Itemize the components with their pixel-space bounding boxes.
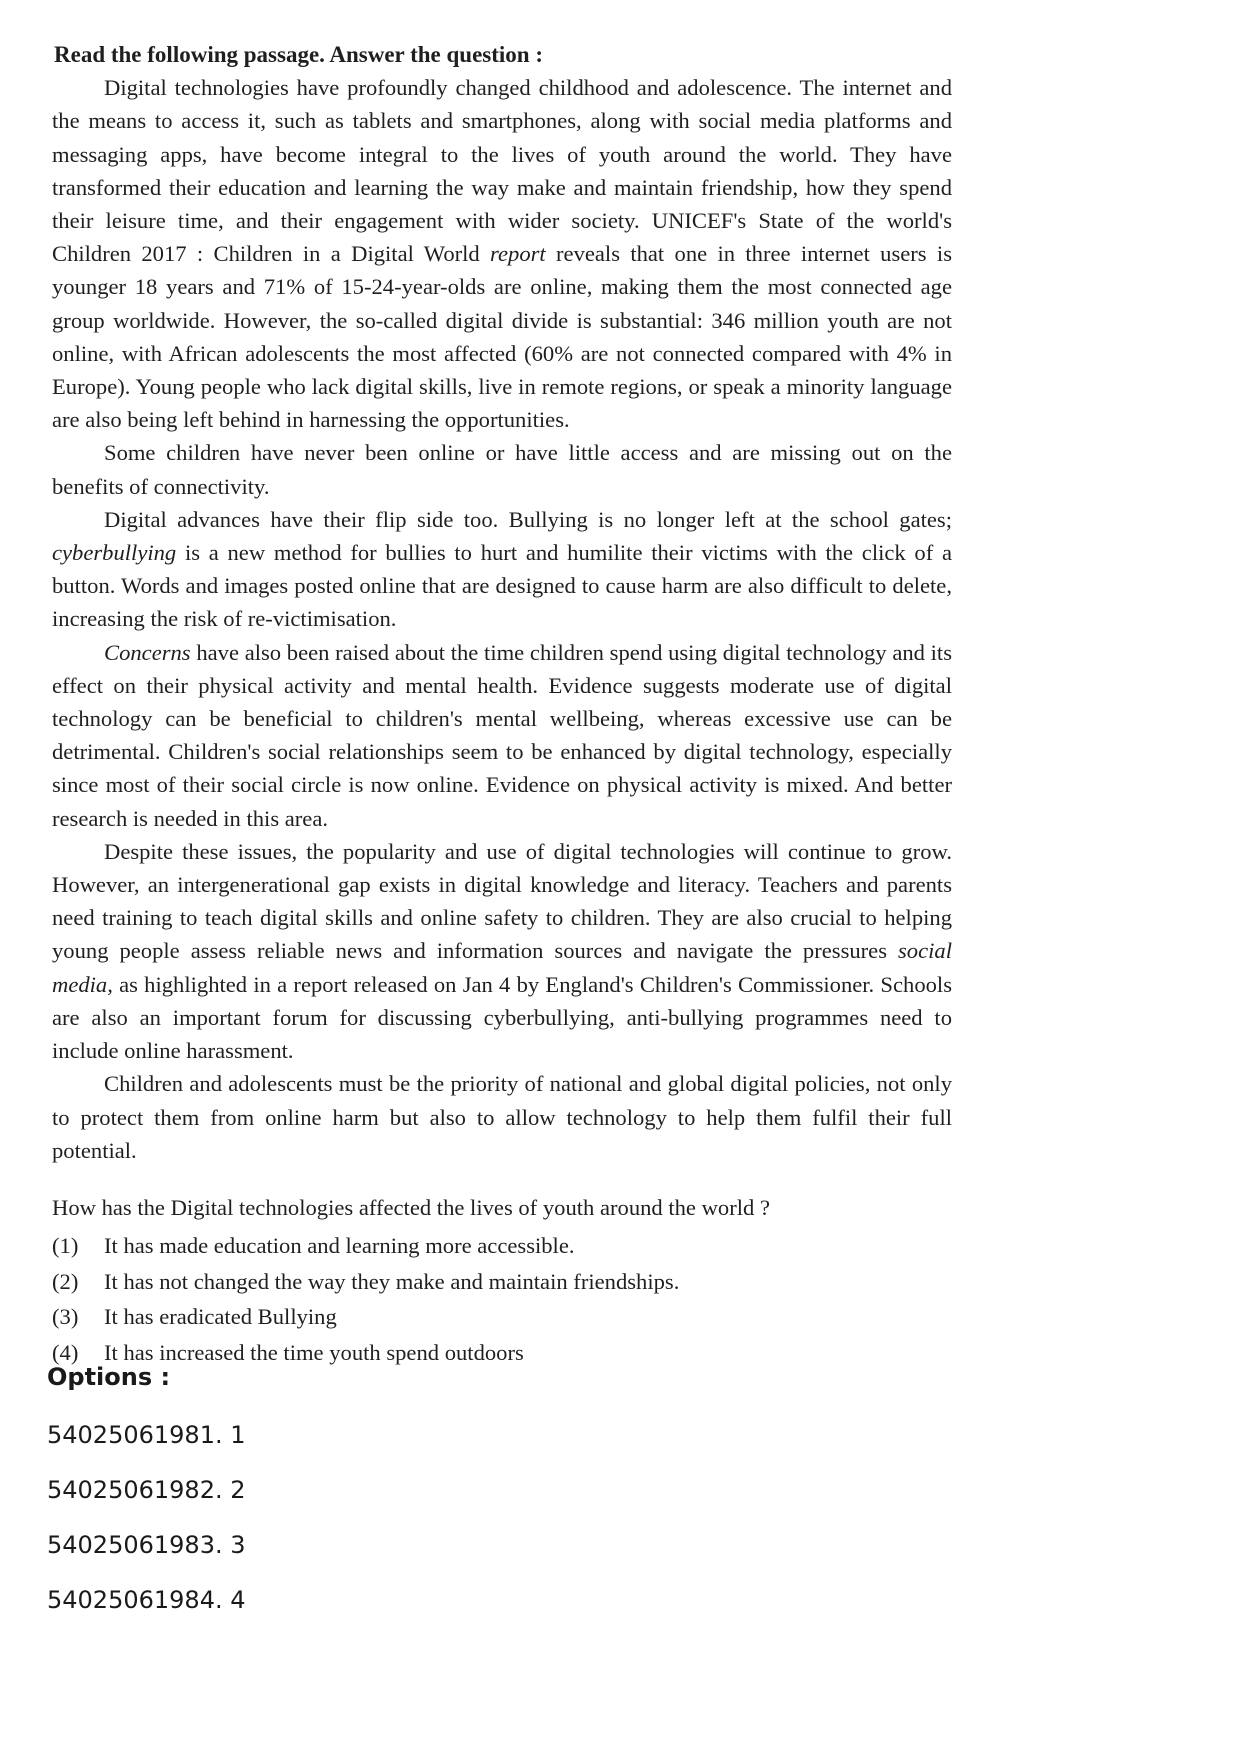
- choice-text: It has increased the time youth spend outdoors: [104, 1339, 524, 1365]
- choice-number: (3): [52, 1304, 79, 1330]
- paragraph-text: Digital advances have their flip side too. Bullying is no longer left at the school gates;: [104, 506, 952, 532]
- paragraph-text: reveals that one in three internet users is younger 18 years and 71% of 15-24-year-olds are online, making them the most connected age group worldwide. However, the so-called digital divide is substantial: 346 million youth are not online, with African adolescents the most affected (60% are not connected compared with 4% in Europe). Young people who lack digital skills, live in remote regions, or speak a minority language are also being left behind in harnessing the opportunities.: [52, 241, 952, 433]
- question-choice: [52, 1264, 952, 1300]
- paragraph-emphasis: report: [490, 241, 546, 267]
- answer-option-3[interactable]: 54025061983. 3: [47, 1531, 246, 1559]
- answer-option-2[interactable]: 54025061982. 2: [47, 1476, 246, 1504]
- choice-number: (2): [52, 1268, 79, 1294]
- passage-paragraph-3: [52, 503, 952, 636]
- passage-paragraph-4: [52, 636, 952, 835]
- answer-option-4[interactable]: 54025061984. 4: [47, 1586, 246, 1614]
- question-choice: [52, 1228, 952, 1264]
- paragraph-text: Despite these issues, the popularity and use of digital technologies will continue to grow. However, an intergenerational gap exists in digital knowledge and literacy. Teachers and parents need training to teach digital skills and online safety to children. They are also crucial to helping young people assess reliable news and information sources and navigate the pressures: [52, 838, 952, 964]
- choice-text: It has not changed the way they make and maintain friendships.: [104, 1268, 680, 1294]
- paragraph-text: Digital technologies have profoundly changed childhood and adolescence. The internet and the means to access it, such as tablets and smartphones, along with social media platforms and messaging apps, have become integral to the lives of youth around the world. They have transformed their education and learning the way make and maintain friendship, how they spend their leisure time, and their engagement with wider society. UNICEF's State of the world's Children 2017 : Children in a Digital World: [52, 75, 952, 267]
- passage-paragraph-5: [52, 835, 952, 1067]
- choice-text: It has made education and learning more accessible.: [104, 1233, 575, 1259]
- scanned-question-image: [52, 38, 952, 1370]
- question-choice: [52, 1299, 952, 1335]
- answer-option-1[interactable]: 54025061981. 1: [47, 1421, 246, 1449]
- paragraph-emphasis: Concerns: [104, 639, 191, 665]
- choice-number: (1): [52, 1233, 79, 1259]
- passage-paragraph-2: [52, 436, 952, 502]
- question-choices: [52, 1228, 952, 1370]
- question-block: [52, 1191, 952, 1370]
- passage-paragraph-6: [52, 1067, 952, 1167]
- question-text: How has the Digital technologies affected the lives of youth around the world ?: [52, 1194, 770, 1220]
- paragraph-text: is a new method for bullies to hurt and humilite their victims with the click of a button. Words and images posted online that are designed to cause harm are also difficult to delete, increasing the risk of re-victimisation.: [52, 540, 952, 632]
- paragraph-emphasis: social media,: [52, 938, 952, 997]
- paragraph-text: Children and adolescents must be the priority of national and global digital policies, not only to protect them from online harm but also to allow technology to help them fulfil their full potential.: [52, 1071, 952, 1163]
- passage-paragraph-1: [52, 71, 952, 436]
- choice-number: (4): [52, 1339, 79, 1365]
- answer-options-section: [47, 1362, 246, 1641]
- passage-instruction: Read the following passage. Answer the question :: [54, 42, 543, 67]
- choice-text: It has eradicated Bullying: [104, 1304, 337, 1330]
- paragraph-text: as highlighted in a report released on Jan 4 by England's Children's Commissioner. Schools are also an important forum for discussing cyberbullying, anti-bullying programmes need to include online harassment.: [52, 971, 952, 1064]
- paragraph-text: have also been raised about the time children spend using digital technology and its effect on their physical activity and mental health. Evidence suggests moderate use of digital technology can be beneficial to children's mental wellbeing, whereas excessive use can be detrimental. Children's social relationships seem to be enhanced by digital technology, especially since most of their social circle is now online. Evidence on physical activity is mixed. And better research is needed in this area.: [52, 639, 952, 831]
- paragraph-text: Some children have never been online or have little access and are missing out on the benefits of connectivity.: [52, 440, 952, 499]
- options-heading: Options :: [47, 1363, 171, 1391]
- paragraph-emphasis: cyberbullying: [52, 540, 177, 566]
